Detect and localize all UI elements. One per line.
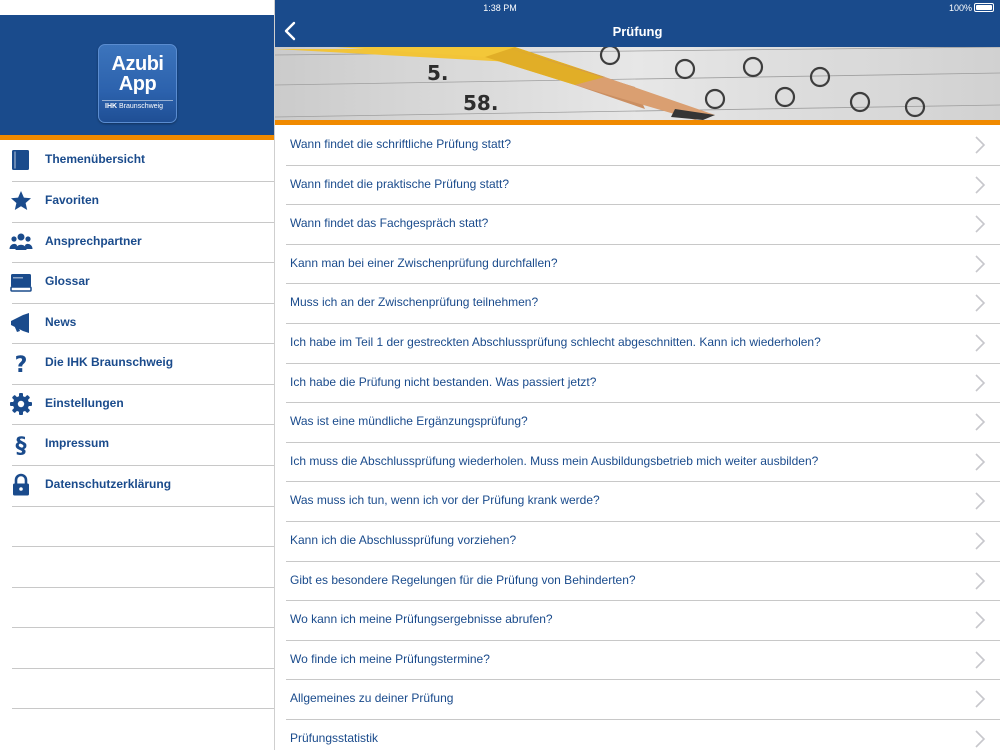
question-label: Was muss ich tun, wenn ich vor der Prüfung krank werde? bbox=[290, 493, 600, 508]
question-row[interactable] bbox=[286, 481, 1000, 521]
sidebar-item-favoriten[interactable] bbox=[0, 181, 275, 221]
svg-text:§: § bbox=[15, 434, 27, 456]
chevron-right-icon bbox=[974, 571, 986, 591]
people-icon bbox=[9, 230, 33, 254]
chevron-right-icon bbox=[974, 689, 986, 709]
question-row[interactable] bbox=[286, 125, 1000, 165]
megaphone-icon bbox=[9, 311, 33, 335]
chevron-right-icon bbox=[974, 650, 986, 670]
glossary-book-icon bbox=[9, 270, 33, 294]
logo-stripe bbox=[102, 100, 173, 101]
sidebar-item-label: Impressum bbox=[45, 436, 110, 450]
sidebar-item-ihk-braunschweig[interactable] bbox=[0, 343, 275, 383]
banner-mark-5: 5. bbox=[427, 61, 449, 85]
sidebar-item-einstellungen[interactable] bbox=[0, 384, 275, 424]
question-row[interactable] bbox=[286, 283, 1000, 323]
question-label: Was ist eine mündliche Ergänzungsprüfung? bbox=[290, 414, 528, 429]
paragraph-icon bbox=[9, 432, 33, 456]
question-label: Ich muss die Abschlussprüfung wiederholen. Muss mein Ausbildungsbetrieb mich weiter ausbilden? bbox=[290, 453, 819, 468]
sidebar-item-label: Einstellungen bbox=[45, 396, 124, 410]
divider bbox=[12, 506, 275, 507]
question-row[interactable] bbox=[286, 402, 1000, 442]
divider bbox=[12, 587, 275, 588]
battery-icon bbox=[974, 3, 994, 12]
chevron-right-icon bbox=[974, 135, 986, 155]
question-row[interactable] bbox=[286, 363, 1000, 403]
question-row[interactable] bbox=[286, 323, 1000, 363]
chevron-right-icon bbox=[974, 610, 986, 630]
divider bbox=[12, 708, 275, 709]
question-row[interactable] bbox=[286, 561, 1000, 601]
sidebar-item-label: Themenübersicht bbox=[45, 152, 146, 166]
logo-org bbox=[105, 103, 163, 110]
question-label: Kann ich die Abschlussprüfung vorziehen? bbox=[290, 533, 517, 547]
question-row[interactable] bbox=[286, 640, 1000, 680]
logo-line-2: App bbox=[118, 73, 157, 95]
battery-percent: 100% bbox=[948, 3, 972, 13]
book-icon bbox=[9, 148, 33, 172]
question-row[interactable] bbox=[286, 204, 1000, 244]
question-row[interactable] bbox=[286, 679, 1000, 719]
question-label: Wann findet die schriftliche Prüfung statt? bbox=[290, 137, 512, 151]
sidebar-item-label: Favoriten bbox=[45, 193, 100, 207]
sidebar-item-label: Die IHK Braunschweig bbox=[45, 355, 174, 369]
question-label: Allgemeines zu deiner Prüfung bbox=[290, 691, 454, 706]
question-label: Gibt es besondere Regelungen für die Prüfung von Behinderten? bbox=[290, 572, 636, 587]
question-row[interactable] bbox=[286, 244, 1000, 284]
sidebar-item-themenuebersicht[interactable] bbox=[0, 140, 275, 180]
sidebar-item-label: Glossar bbox=[45, 274, 90, 288]
sidebar-item-datenschutzerklaerung[interactable] bbox=[0, 465, 275, 505]
logo-line-1: Azubi bbox=[111, 53, 164, 75]
question-row[interactable] bbox=[286, 719, 1000, 750]
question-label: Prüfungsstatistik bbox=[290, 731, 379, 745]
chevron-right-icon bbox=[974, 175, 986, 195]
question-label: Ich habe im Teil 1 der gestreckten Abschlussprüfung schlecht abgeschnitten. Kann ich wiederholen? bbox=[290, 335, 821, 349]
divider bbox=[12, 668, 275, 669]
question-label: Wann findet die praktische Prüfung statt? bbox=[290, 176, 510, 191]
svg-text:?: ? bbox=[14, 353, 28, 375]
question-label: Wo kann ich meine Prüfungsergebnisse abrufen? bbox=[290, 612, 553, 627]
chevron-right-icon bbox=[974, 452, 986, 472]
chevron-right-icon bbox=[974, 531, 986, 551]
page-title: Prüfung bbox=[612, 24, 663, 39]
logo-org-city: Braunschweig bbox=[119, 103, 163, 110]
chevron-right-icon bbox=[974, 412, 986, 432]
sidebar-item-label: Datenschutzerklärung bbox=[45, 477, 172, 491]
status-battery bbox=[949, 3, 994, 13]
sidebar bbox=[0, 0, 275, 750]
chevron-right-icon bbox=[974, 333, 986, 353]
chevron-right-icon bbox=[974, 491, 986, 511]
question-label: Ich habe die Prüfung nicht bestanden. Was passiert jetzt? bbox=[290, 374, 597, 389]
sidebar-item-label: Ansprechpartner bbox=[45, 234, 142, 248]
question-label: Wann findet das Fachgespräch statt? bbox=[290, 216, 489, 231]
question-row[interactable] bbox=[286, 442, 1000, 482]
question-label: Kann man bei einer Zwischenprüfung durchfallen? bbox=[290, 255, 558, 270]
sidebar-item-glossar[interactable] bbox=[0, 262, 275, 302]
star-icon bbox=[9, 189, 33, 213]
azubi-app-logo bbox=[98, 44, 177, 123]
divider bbox=[12, 627, 275, 628]
sidebar-item-impressum[interactable] bbox=[0, 424, 275, 464]
exam-answer-sheet-picture bbox=[275, 47, 1000, 120]
chevron-right-icon bbox=[974, 214, 986, 234]
question-label: Wo finde ich meine Prüfungstermine? bbox=[290, 651, 490, 666]
banner-mark-58: 58. bbox=[463, 91, 499, 115]
question-row[interactable] bbox=[286, 600, 1000, 640]
chevron-right-icon bbox=[974, 293, 986, 313]
sidebar-item-label: News bbox=[45, 315, 77, 329]
chevron-right-icon bbox=[974, 373, 986, 393]
question-row[interactable] bbox=[286, 521, 1000, 561]
gear-icon bbox=[9, 392, 33, 416]
exam-banner-image bbox=[275, 47, 1000, 120]
logo-org-bold: IHK bbox=[105, 103, 118, 110]
question-label: Muss ich an der Zwischenprüfung teilnehmen? bbox=[290, 295, 539, 310]
sidebar-item-ansprechpartner[interactable] bbox=[0, 222, 275, 262]
status-time: 1:38 PM bbox=[483, 3, 517, 13]
question-row[interactable] bbox=[286, 165, 1000, 205]
chevron-right-icon bbox=[974, 254, 986, 274]
divider bbox=[12, 546, 275, 547]
question-icon bbox=[9, 351, 33, 375]
sidebar-item-news[interactable] bbox=[0, 303, 275, 343]
chevron-right-icon bbox=[974, 729, 986, 749]
navigation-bar bbox=[275, 0, 1000, 47]
main-pane bbox=[275, 0, 1000, 750]
lock-icon bbox=[9, 473, 33, 497]
